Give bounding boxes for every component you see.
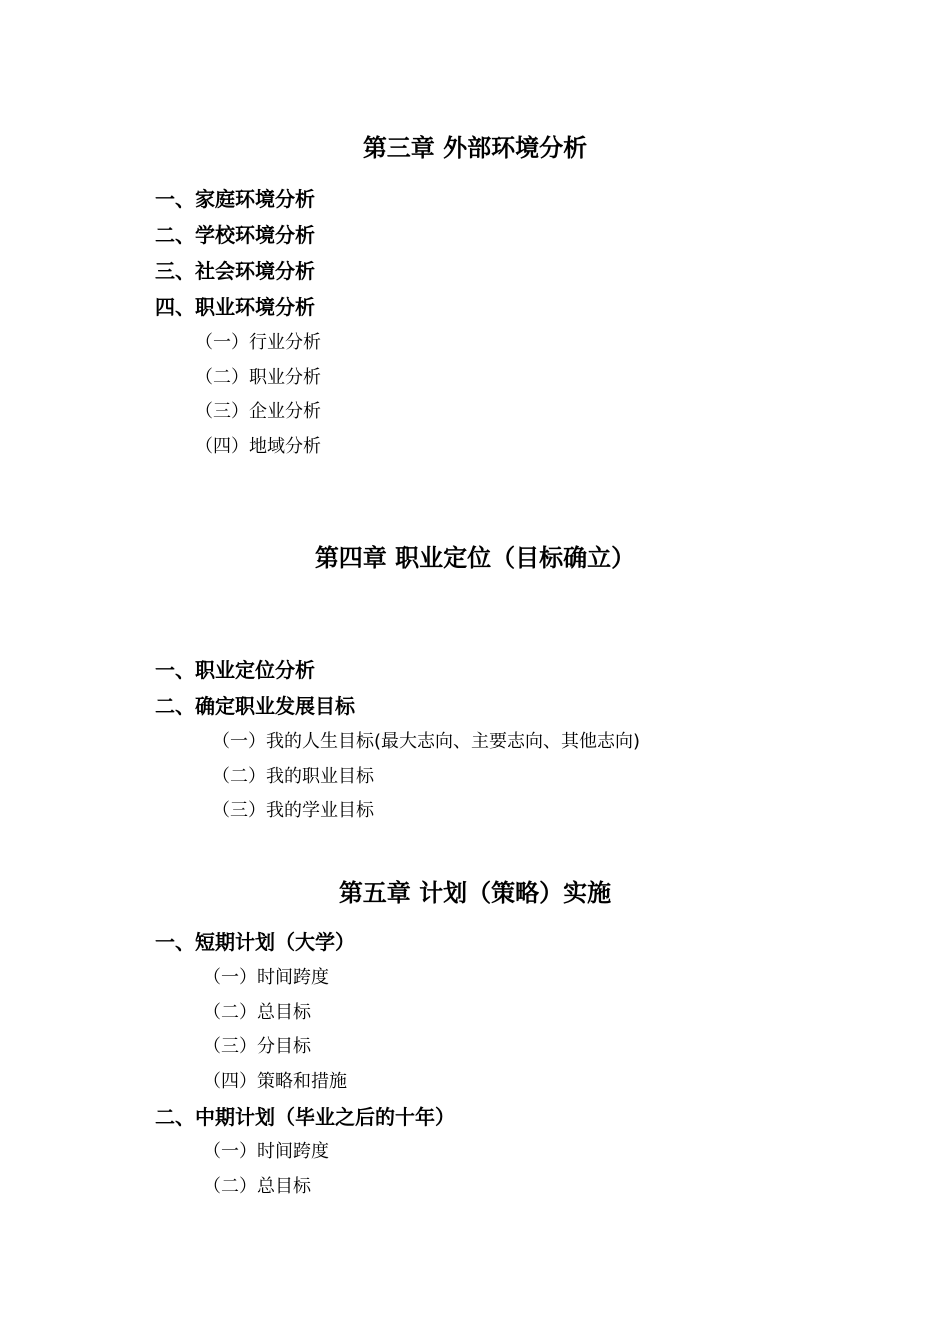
chapter-3-subitem-2: （二）职业分析 <box>195 367 321 388</box>
chapter-3-title: 第三章 外部环境分析 <box>362 134 588 162</box>
chapter-5-title: 第五章 计划（策略）实施 <box>338 879 612 907</box>
chapter-5-section-2: 二、中期计划（毕业之后的十年） <box>155 1105 455 1129</box>
chapter-5-short-term-item-2: （二）总目标 <box>203 1002 311 1023</box>
chapter-3-section-3: 三、社会环境分析 <box>155 259 315 283</box>
chapter-4-section-1: 一、职业定位分析 <box>155 658 315 682</box>
chapter-5-short-term-item-1: （一）时间跨度 <box>203 967 329 988</box>
chapter-5-short-term-item-4: （四）策略和措施 <box>203 1071 347 1092</box>
chapter-5-short-term-item-3: （三）分目标 <box>203 1036 311 1057</box>
chapter-3-subitem-3: （三）企业分析 <box>195 401 321 422</box>
chapter-5-mid-term-item-1: （一）时间跨度 <box>203 1141 329 1162</box>
chapter-4-section-2: 二、确定职业发展目标 <box>155 694 355 718</box>
chapter-3-section-4: 四、职业环境分析 <box>155 295 315 319</box>
chapter-3-subitem-4: （四）地域分析 <box>195 436 321 457</box>
chapter-4-subitem-1: （一）我的人生目标(最大志向、主要志向、其他志向) <box>212 731 641 752</box>
chapter-4-subitem-2: （二）我的职业目标 <box>212 766 374 787</box>
chapter-5-section-1: 一、短期计划（大学） <box>155 930 355 954</box>
chapter-3-subitem-1: （一）行业分析 <box>195 332 321 353</box>
chapter-4-title: 第四章 职业定位（目标确立） <box>314 544 636 572</box>
chapter-5-mid-term-item-2: （二）总目标 <box>203 1176 311 1197</box>
chapter-4-subitem-3: （三）我的学业目标 <box>212 800 374 821</box>
chapter-3-section-1: 一、家庭环境分析 <box>155 187 315 211</box>
chapter-3-section-2: 二、学校环境分析 <box>155 223 315 247</box>
